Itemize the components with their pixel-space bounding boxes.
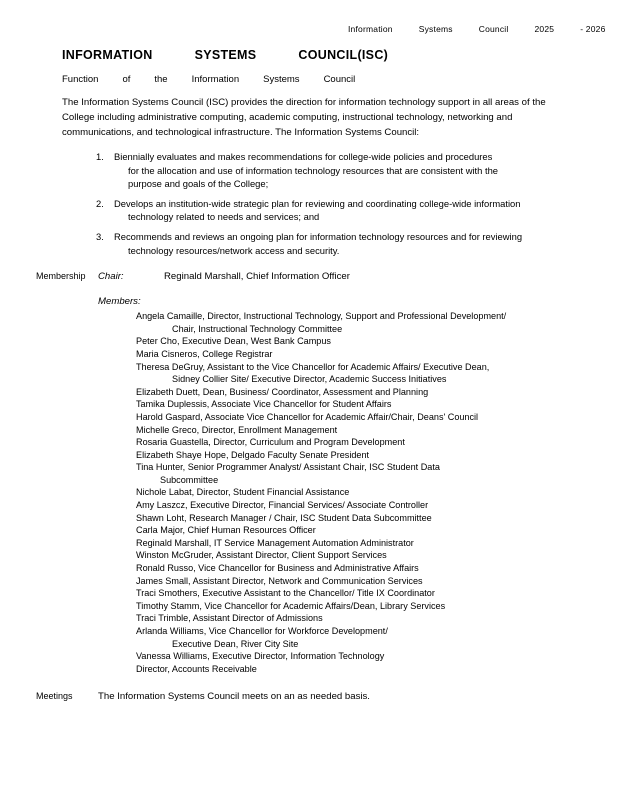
chair-row [98, 271, 600, 282]
intro-paragraph: The Information Systems Council (ISC) provides the direction for information technology support in all areas of the College including administrative computing, academic computing, instructional technology, networking and communications, and technological infrastructure. The Information Systems Council: [62, 97, 546, 138]
duties-list [18, 150, 600, 257]
member-detail: Chair, Instructional Technology Committee [172, 323, 343, 334]
list-item [136, 612, 600, 625]
header-word-council: Council [478, 24, 509, 34]
member-detail: Sidney Collier Site/ Executive Director, Academic Success Initiatives [172, 374, 447, 385]
list-item [136, 411, 600, 424]
member-detail: Executive Dean, River City Site [172, 638, 299, 649]
meetings-text: The Information Systems Council meets on an as needed basis. [98, 691, 370, 703]
member-name: James Small, Assistant Director, Network and Communication Services [136, 575, 423, 586]
member-name: Arlanda Williams, Vice Chancellor for Workforce Development/ [136, 626, 388, 636]
duty-3-line-2: technology resources/network access and security. [128, 244, 340, 256]
duty-1-line-3: purpose and goals of the College; [128, 178, 269, 190]
member-name: Tina Hunter, Senior Programmer Analyst/ Assistant Chair, ISC Student Data [136, 462, 440, 473]
page-header [348, 24, 606, 34]
function-heading [62, 74, 600, 85]
list-item [136, 524, 600, 537]
header-word-information: Information [348, 24, 393, 34]
member-name: Angela Camaille, Director, Instructional Technology, Support and Professional Development/ [136, 311, 507, 322]
function-word-3: Information [191, 74, 240, 85]
member-name: Carla Major, Chief Human Resources Officer [136, 525, 316, 536]
members-label: Members: [98, 296, 141, 308]
header-word-year-start: 2025 [534, 24, 555, 34]
list-item [114, 150, 560, 191]
list-item [136, 600, 600, 613]
list-item [114, 230, 560, 257]
member-name: Timothy Stamm, Vice Chancellor for Academic Affairs/Dean, Library Services [136, 600, 446, 611]
duty-2-line-2: technology related to needs and services; and [128, 211, 320, 223]
function-word-5: Council [323, 74, 356, 85]
function-word-4: Systems [263, 74, 300, 85]
member-detail: Subcommittee [160, 474, 219, 485]
member-name: Amy Laszcz, Executive Director, Financial Services/ Associate Controller [136, 500, 429, 511]
list-item [136, 663, 600, 676]
member-name: Peter Cho, Executive Dean, West Bank Campus [136, 336, 331, 347]
list-item [136, 499, 600, 512]
list-item [136, 348, 600, 361]
function-word-2: the [154, 74, 168, 85]
member-name: Maria Cisneros, College Registrar [136, 348, 273, 359]
duty-1-line-2: for the allocation and use of information technology resources that are consistent with the [128, 164, 499, 176]
member-name: Elizabeth Duett, Dean, Business/ Coordinator, Assessment and Planning [136, 386, 429, 397]
membership-label: Membership [36, 271, 86, 282]
function-word-0: Function [62, 74, 99, 85]
meetings-section [18, 691, 600, 702]
list-item [136, 449, 600, 462]
list-item [136, 335, 600, 348]
list-item [136, 424, 600, 437]
member-name: Rosaria Guastella, Director, Curriculum and Program Development [136, 437, 405, 448]
list-item [136, 587, 600, 600]
list-item [136, 562, 600, 575]
list-item [114, 197, 560, 224]
header-word-systems: Systems [418, 24, 453, 34]
header-word-year-end: - 2026 [580, 24, 606, 34]
list-item [136, 386, 600, 399]
list-item [136, 537, 600, 550]
list-item [136, 436, 600, 449]
member-name: Ronald Russo, Vice Chancellor for Business and Administrative Affairs [136, 563, 419, 574]
member-name: Director, Accounts Receivable [136, 663, 257, 674]
title-segment-systems: SYSTEMS [194, 48, 257, 62]
member-name: Shawn Loht, Research Manager / Chair, ISC Student Data Subcommittee [136, 512, 432, 523]
duty-1-line-1: Biennially evaluates and makes recommendations for college-wide policies and procedures [114, 151, 493, 162]
list-item [136, 361, 600, 386]
member-name: Vanessa Williams, Executive Director, Information Technology [136, 651, 385, 662]
meetings-label: Meetings [36, 691, 73, 702]
title-segment-council: COUNCIL(ISC) [298, 48, 389, 62]
member-name: Winston McGruder, Assistant Director, Client Support Services [136, 550, 387, 561]
list-item [136, 310, 600, 335]
page-title [62, 48, 600, 62]
member-name: Harold Gaspard, Associate Vice Chancellor for Academic Affair/Chair, Deans' Council [136, 411, 479, 422]
function-word-1: of [122, 74, 131, 85]
list-item [136, 512, 600, 525]
member-name: Michelle Greco, Director, Enrollment Management [136, 424, 338, 435]
list-item [136, 398, 600, 411]
chair-name: Reginald Marshall, Chief Information Officer [164, 271, 350, 283]
list-item [136, 625, 600, 650]
list-item [136, 461, 600, 486]
member-name: Traci Trimble, Assistant Director of Admissions [136, 613, 323, 624]
list-item [136, 486, 600, 499]
member-name: Theresa DeGruy, Assistant to the Vice Chancellor for Academic Affairs/ Executive Dean, [136, 361, 490, 372]
duty-2-line-1: Develops an institution-wide strategic plan for reviewing and coordinating college-wide information [114, 197, 521, 209]
list-item [136, 650, 600, 663]
title-segment-information: INFORMATION [62, 48, 153, 62]
member-name: Reginald Marshall, IT Service Management Automation Administrator [136, 537, 414, 548]
duty-3-line-1: Recommends and reviews an ongoing plan for information technology resources and for reviewing [114, 230, 523, 242]
chair-label: Chair: [98, 271, 124, 283]
members-list [136, 310, 600, 675]
member-name: Tamika Duplessis, Associate Vice Chancellor for Student Affairs [136, 399, 392, 410]
member-name: Nichole Labat, Director, Student Financial Assistance [136, 487, 350, 498]
membership-body [98, 271, 600, 675]
list-item [136, 575, 600, 588]
list-item [136, 549, 600, 562]
member-name: Elizabeth Shaye Hope, Delgado Faculty Senate President [136, 449, 370, 460]
membership-section [18, 271, 600, 675]
member-name: Traci Smothers, Executive Assistant to the Chancellor/ Title IX Coordinator [136, 588, 435, 599]
